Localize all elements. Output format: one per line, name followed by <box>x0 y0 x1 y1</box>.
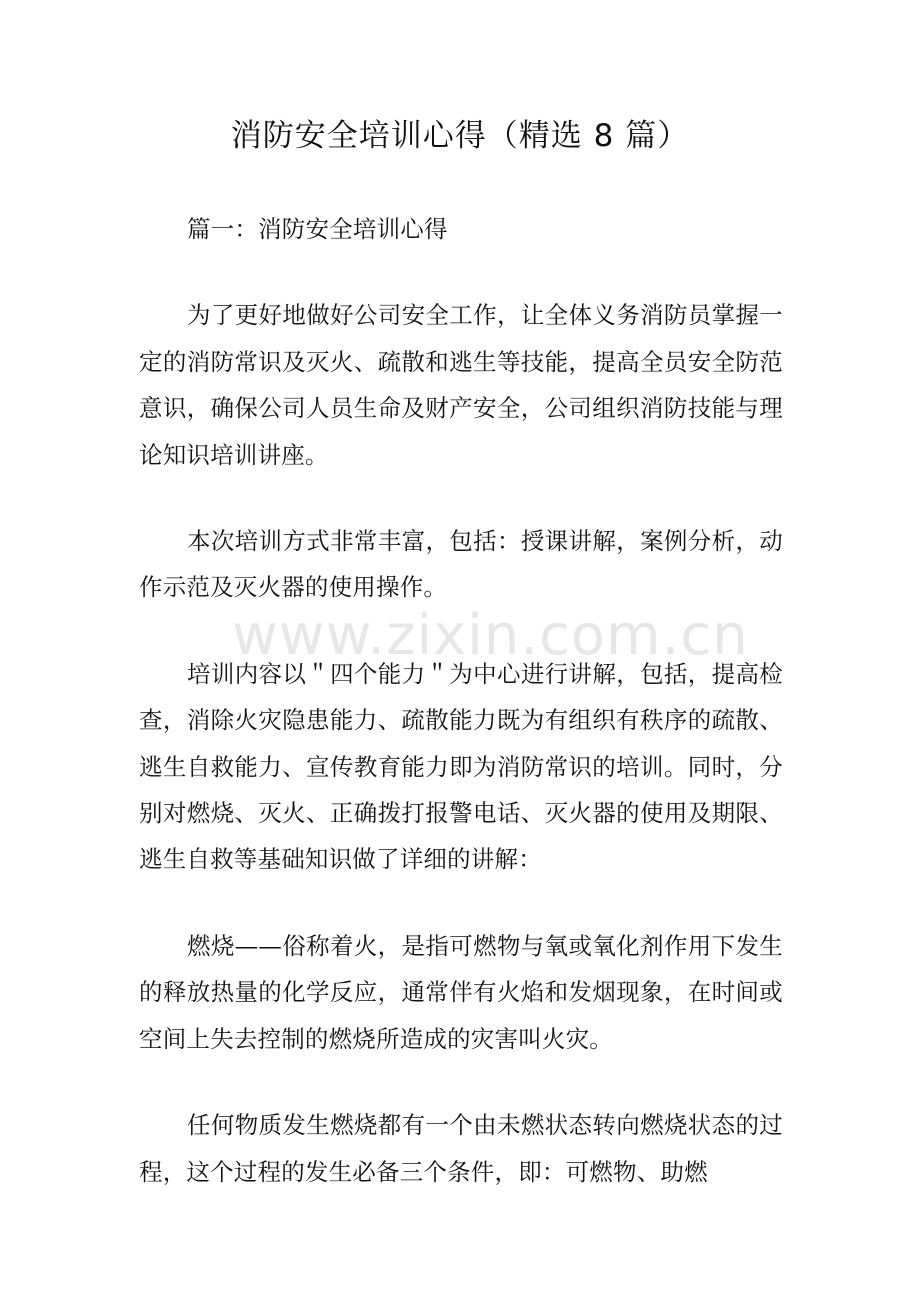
page-title: 消防安全培训心得（精选 8 篇） <box>230 118 690 154</box>
paragraph: 为了更好地做好公司安全工作，让全体义务消防员掌握一定的消防常识及灭火、疏散和逃生等技能，提高全员安全防范意识，确保公司人员生命及财产安全，公司组织消防技能与理论知识培训讲座。 <box>139 301 783 469</box>
paragraph: 任何物质发生燃烧都有一个由未燃状态转向燃烧状态的过程，这个过程的发生必备三个条件，即：可燃物、助燃 <box>139 1111 783 1186</box>
paragraph: 本次培训方式非常丰富，包括：授课讲解，案例分析，动作示范及灭火器的使用操作。 <box>139 527 783 602</box>
watermark: www.zixin.com.cn <box>232 603 749 668</box>
section-heading: 篇一：消防安全培训心得 <box>187 215 448 243</box>
paragraph: 燃烧——俗称着火，是指可燃物与氧或氧化剂作用下发生的释放热量的化学反应，通常伴有火焰和发烟现象，在时间或空间上失去控制的燃烧所造成的灾害叫火灾。 <box>139 931 783 1053</box>
document-body <box>139 206 783 1235</box>
paragraph: 培训内容以＂四个能力＂为中心进行讲解，包括，提高检查，消除火灾隐患能力、疏散能力既为有组织有秩序的疏散、逃生自救能力、宣传教育能力即为消防常识的培训。同时，分别对燃烧、灭火、正确拨打报警电话、灭火器的使用及期限、逃生自救等基础知识做了详细的讲解： <box>139 659 783 874</box>
